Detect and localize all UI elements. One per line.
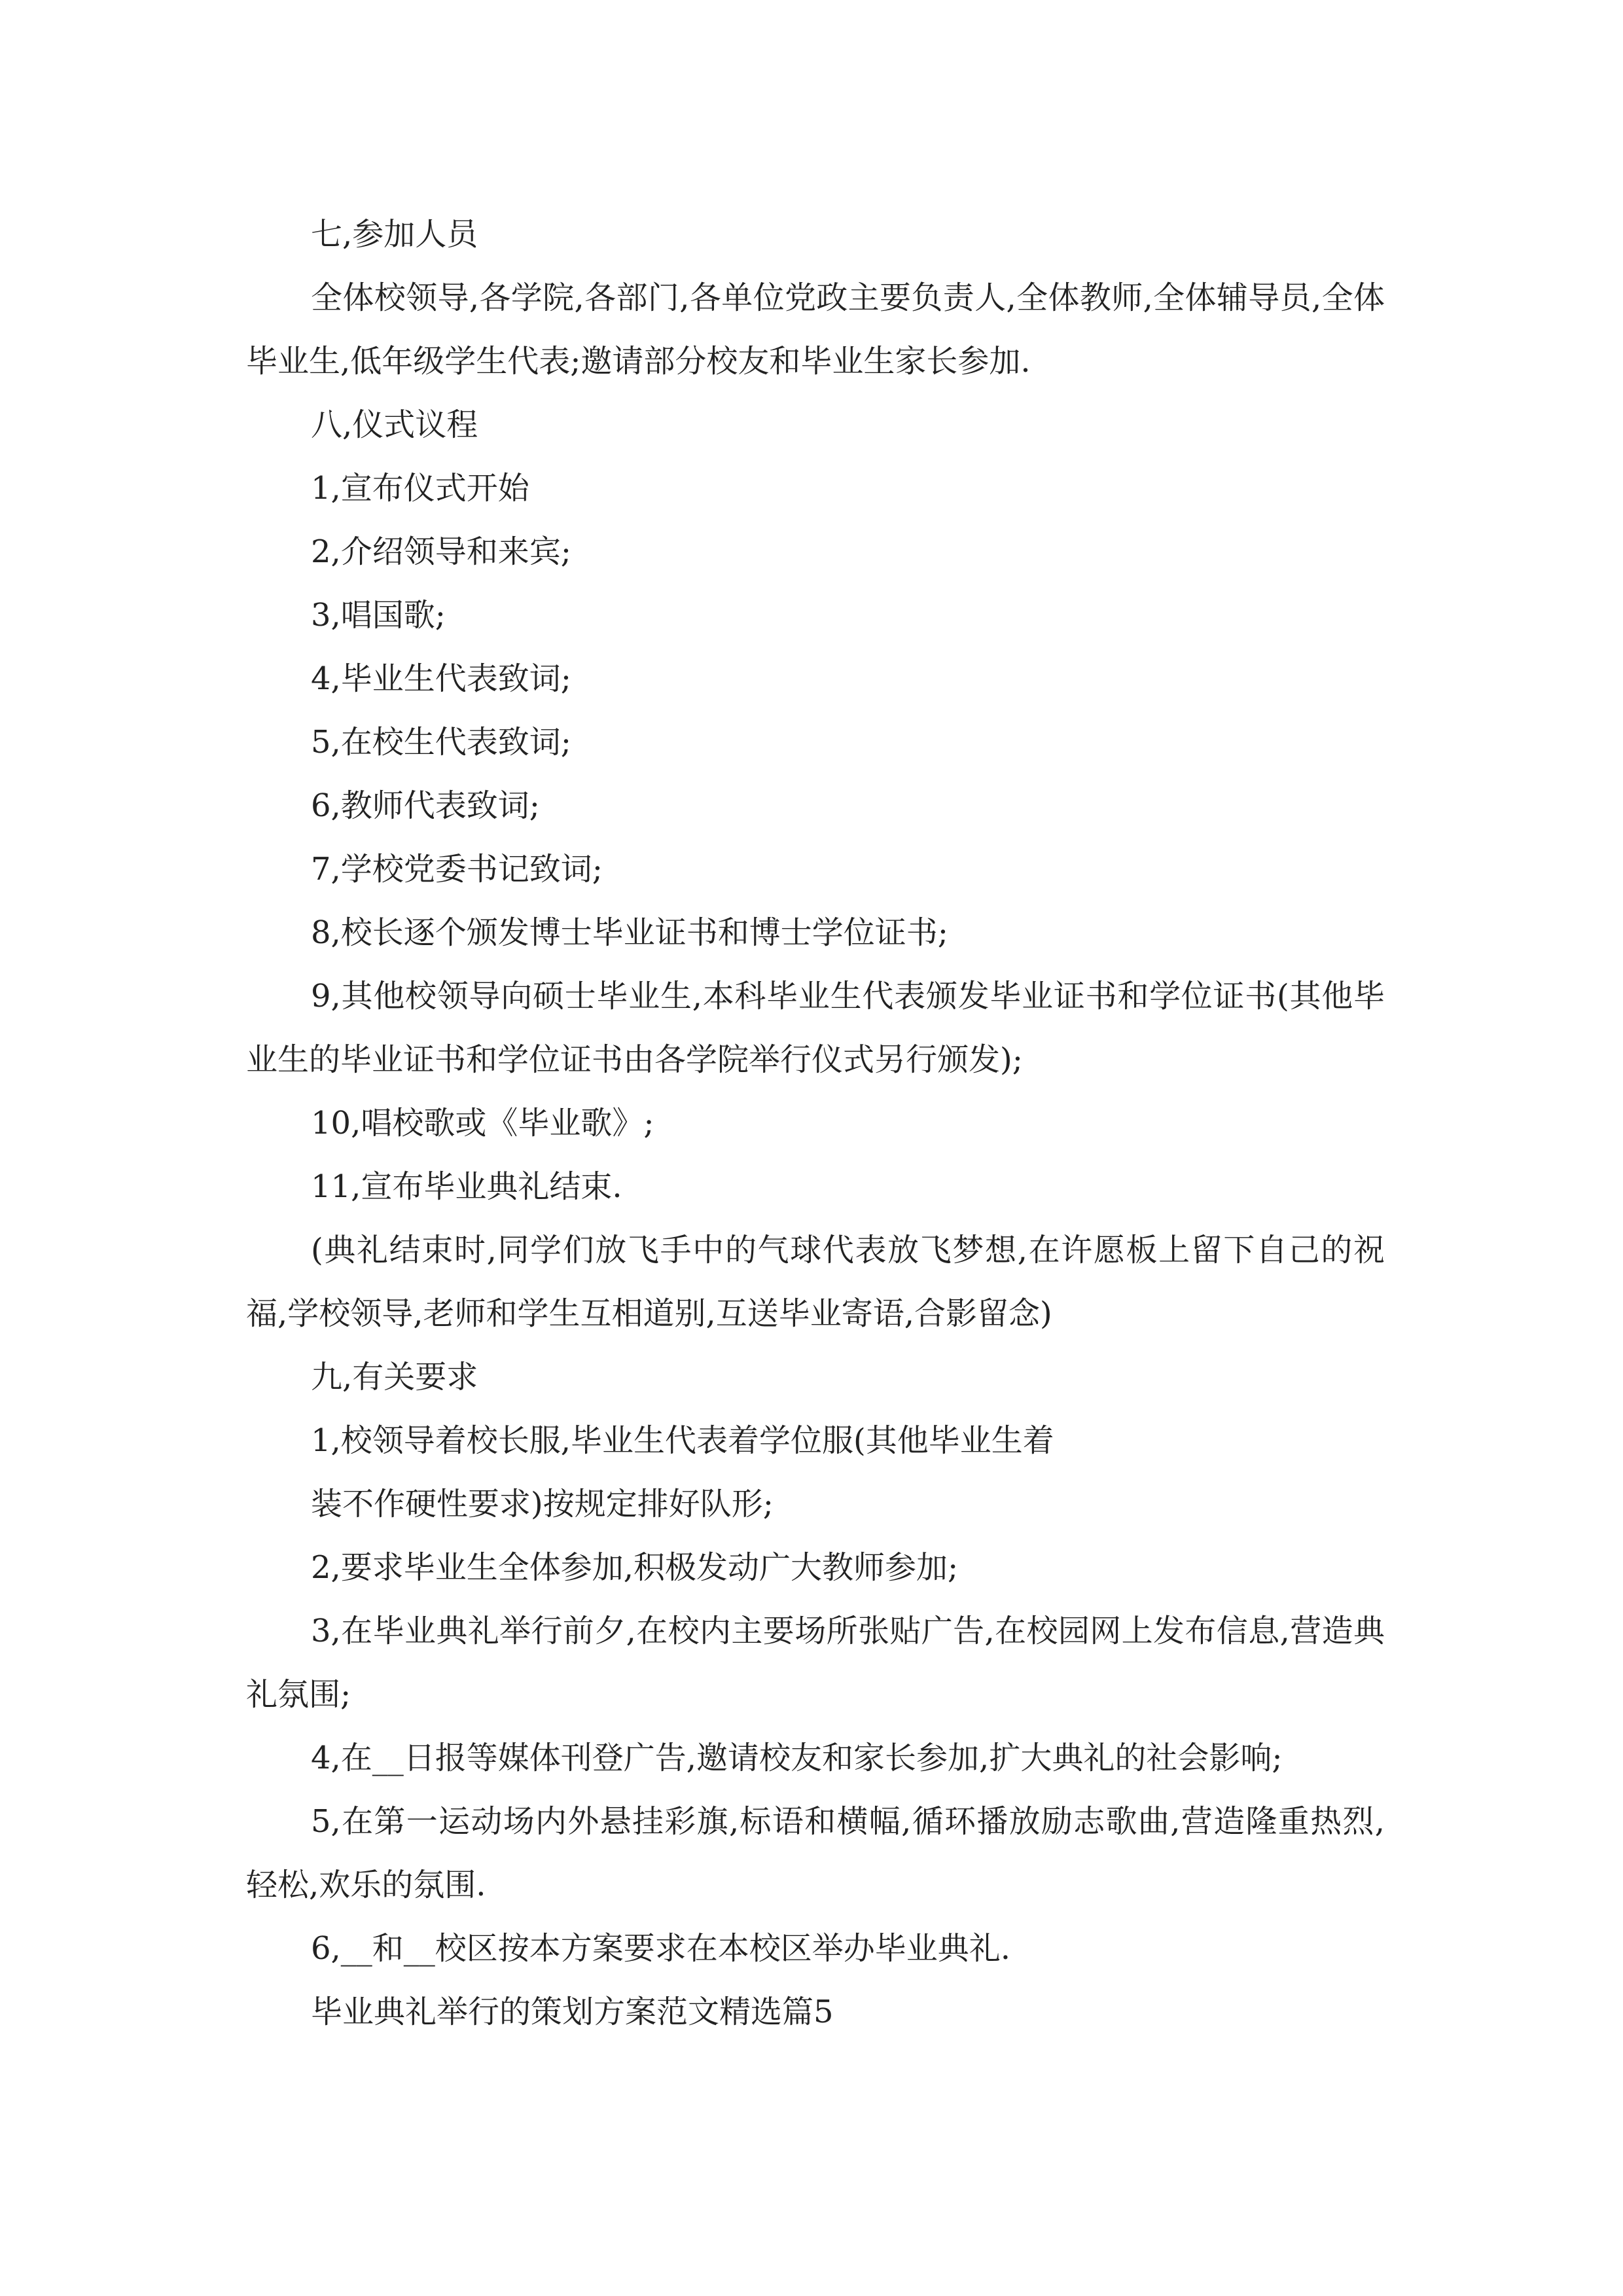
agenda-item: 5,在校生代表致词; — [311, 724, 571, 761]
next-article-title: 毕业典礼举行的策划方案范文精选篇5 — [311, 1994, 834, 2030]
section-heading-participants: 七,参加人员 — [311, 216, 478, 253]
agenda-item: 4,毕业生代表致词; — [311, 660, 571, 697]
agenda-item: 11,宣布毕业典礼结束. — [311, 1168, 622, 1205]
section-heading-requirements: 九,有关要求 — [311, 1359, 478, 1395]
requirement-item: 1,校领导着校长服,毕业生代表着学位服(其他毕业生着 — [311, 1422, 1054, 1459]
ceremony-note: (典礼结束时,同学们放飞手中的气球代表放飞梦想,在许愿板上留下自己的祝福,学校领导,老师和学生互相道别,互送毕业寄语,合影留念) — [246, 1232, 1385, 1332]
document-body — [246, 203, 1385, 2044]
requirement-item-continuation: 装不作硬性要求)按规定排好队形; — [311, 1486, 774, 1522]
agenda-item: 7,学校党委书记致词; — [311, 851, 603, 888]
requirement-item: 2,要求毕业生全体参加,积极发动广大教师参加; — [311, 1549, 959, 1586]
requirement-item: 3,在毕业典礼举行前夕,在校内主要场所张贴广告,在校园网上发布信息,营造典礼氛围; — [246, 1613, 1385, 1713]
agenda-item: 1,宣布仪式开始 — [311, 470, 529, 507]
agenda-item: 9,其他校领导向硕士毕业生,本科毕业生代表颁发毕业证书和学位证书(其他毕业生的毕业证书和学位证书由各学院举行仪式另行颁发); — [246, 978, 1385, 1078]
requirement-item: 4,在__日报等媒体刊登广告,邀请校友和家长参加,扩大典礼的社会影响; — [311, 1740, 1283, 1776]
agenda-item: 10,唱校歌或《毕业歌》; — [311, 1105, 654, 1141]
agenda-item: 8,校长逐个颁发博士毕业证书和博士学位证书; — [311, 914, 948, 951]
agenda-item: 2,介绍领导和来宾; — [311, 533, 571, 570]
agenda-item: 6,教师代表致词; — [311, 787, 540, 824]
requirement-item: 5,在第一运动场内外悬挂彩旗,标语和横幅,循环播放励志歌曲,营造隆重热烈,轻松,欢乐的氛围. — [246, 1803, 1385, 1903]
requirement-item: 6,__和__校区按本方案要求在本校区举办毕业典礼. — [311, 1930, 1011, 1967]
participants-text: 全体校领导,各学院,各部门,各单位党政主要负责人,全体教师,全体辅导员,全体毕业生,低年级学生代表;邀请部分校友和毕业生家长参加. — [246, 279, 1385, 380]
section-heading-agenda: 八,仪式议程 — [311, 406, 478, 443]
agenda-item: 3,唱国歌; — [311, 597, 446, 634]
